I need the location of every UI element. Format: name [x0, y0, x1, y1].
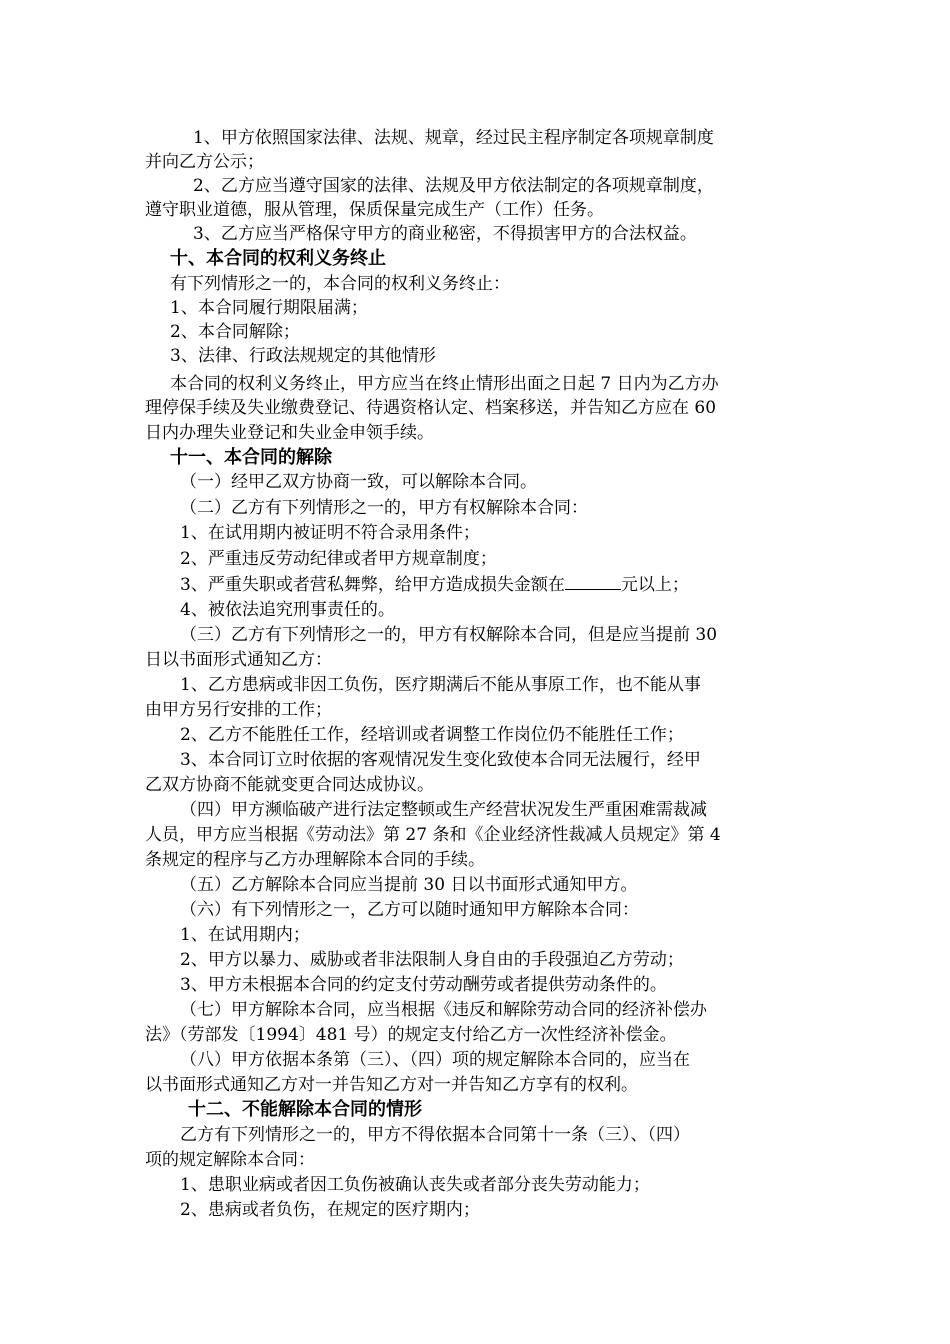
paragraph-line: （二）乙方有下列情形之一的，甲方有权解除本合同： — [180, 498, 588, 518]
list-item: 4、被依法追究刑事责任的。 — [180, 600, 395, 620]
list-item: 1、在试用期内； — [180, 925, 310, 945]
list-item: 3、本合同订立时依据的客观情况发生变化致使本合同无法履行，经甲 — [180, 750, 701, 770]
list-item: 2、甲方以暴力、威胁或者非法限制人身自由的手段强迫乙方劳动； — [180, 950, 684, 970]
list-item: 1、乙方患病或非因工负伤，医疗期满后不能从事原工作，也不能从事 — [180, 675, 701, 695]
paragraph-line: 1、甲方依照国家法律、法规、规章，经过民主程序制定各项规章制度 — [193, 128, 714, 148]
paragraph-line: （三）乙方有下列情形之一的，甲方有权解除本合同，但是应当提前 30 — [180, 625, 718, 645]
paragraph-line: 有下列情形之一的，本合同的权利义务终止： — [170, 274, 510, 294]
amount-blank — [565, 574, 621, 590]
clause-text: 元以上； — [620, 575, 689, 595]
section-heading-12: 十二、不能解除本合同的情形 — [188, 1099, 422, 1120]
paragraph-line: 法》（劳部发〔1994〕481 号）的规定支付给乙方一次性经济补偿金。 — [145, 1025, 677, 1045]
list-item — [180, 573, 689, 597]
paragraph-line: 并向乙方公示； — [145, 152, 264, 172]
paragraph-line: 项的规定解除本合同： — [145, 1150, 315, 1170]
paragraph-line: 乙双方协商不能就变更合同达成协议。 — [145, 775, 434, 795]
paragraph-line: 2、乙方应当遵守国家的法律、法规及甲方依法制定的各项规章制度， — [193, 176, 714, 196]
paragraph-line: （六）有下列情形之一，乙方可以随时通知甲方解除本合同： — [180, 900, 639, 920]
paragraph-line: 人员，甲方应当根据《劳动法》第 27 条和《企业经济性裁减人员规定》第 4 — [145, 825, 721, 845]
paragraph-line: 理停保手续及失业缴费登记、待遇资格认定、档案移送，并告知乙方应在 60 — [145, 398, 717, 418]
list-item: 1、本合同履行期限届满； — [170, 298, 368, 318]
list-item: 2、本合同解除； — [170, 322, 300, 342]
list-item: 1、在试用期内被证明不符合录用条件； — [180, 523, 480, 543]
paragraph-line: 3、乙方应当严格保守甲方的商业秘密，不得损害甲方的合法权益。 — [193, 224, 697, 244]
list-item: 3、法律、行政法规规定的其他情形 — [170, 346, 436, 366]
paragraph-line: 由甲方另行安排的工作； — [145, 700, 332, 720]
section-heading-10: 十、本合同的权利义务终止 — [170, 248, 386, 269]
paragraph-line: 乙方有下列情形之一的，甲方不得依据本合同第十一条（三）、（四） — [180, 1125, 690, 1145]
paragraph-line: （四）甲方濒临破产进行法定整顿或生产经营状况发生严重困难需裁减 — [180, 800, 707, 820]
section-heading-11: 十一、本合同的解除 — [170, 447, 332, 468]
paragraph-line: 以书面形式通知乙方对一并告知乙方对一并告知乙方享有的权利。 — [145, 1075, 638, 1095]
paragraph-line: 条规定的程序与乙方办理解除本合同的手续。 — [145, 850, 485, 870]
list-item: 3、甲方未根据本合同的约定支付劳动酬劳或者提供劳动条件的。 — [180, 975, 667, 995]
list-item: 2、乙方不能胜任工作，经培训或者调整工作岗位仍不能胜任工作； — [180, 725, 684, 745]
paragraph-line: 日内办理失业登记和失业金申领手续。 — [145, 423, 434, 443]
clause-text: 3、严重失职或者营私舞弊，给甲方造成损失金额在 — [180, 575, 565, 595]
paragraph-line: （五）乙方解除本合同应当提前 30 日以书面形式通知甲方。 — [180, 875, 638, 895]
paragraph-line: 日以书面形式通知乙方： — [145, 650, 332, 670]
list-item: 2、严重违反劳动纪律或者甲方规章制度； — [180, 549, 497, 569]
list-item: 2、患病或者负伤，在规定的医疗期内； — [180, 1200, 480, 1220]
paragraph-line: 本合同的权利义务终止，甲方应当在终止情形出面之日起 7 日内为乙方办 — [170, 374, 719, 394]
list-item: 1、患职业病或者因工负伤被确认丧失或者部分丧失劳动能力； — [180, 1175, 650, 1195]
paragraph-line: （一）经甲乙双方协商一致，可以解除本合同。 — [180, 472, 537, 492]
paragraph-line: （七）甲方解除本合同，应当根据《违反和解除劳动合同的经济补偿办 — [180, 1000, 707, 1020]
paragraph-line: （八）甲方依据本条第（三）、（四）项的规定解除本合同的，应当在 — [180, 1050, 690, 1070]
paragraph-line: 遵守职业道德，服从管理，保质保量完成生产（工作）任务。 — [145, 200, 604, 220]
